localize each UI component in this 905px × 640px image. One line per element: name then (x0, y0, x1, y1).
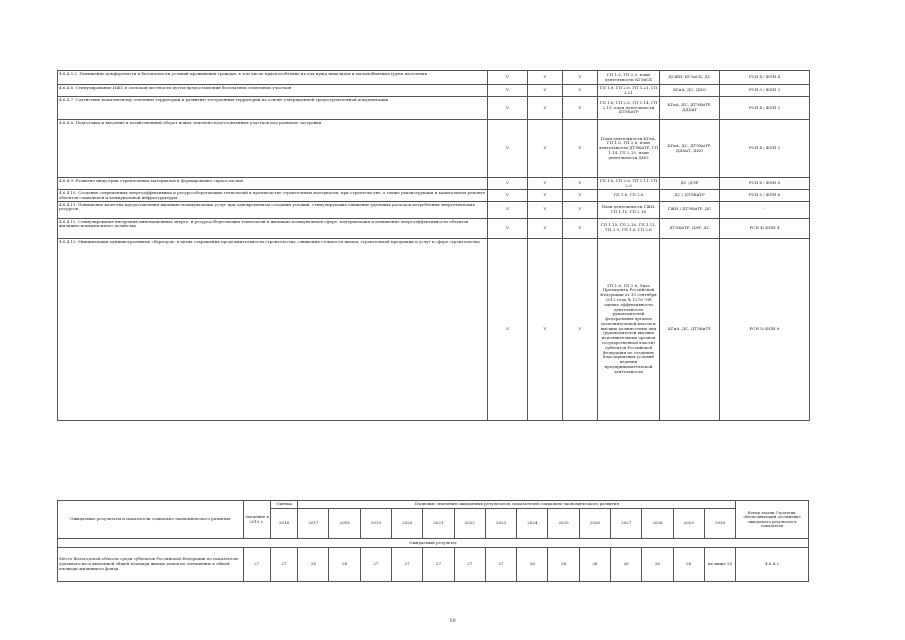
measure-mark-3: V (563, 120, 598, 178)
measure-executors: ДС /ДЭР (660, 178, 720, 190)
measure-mark-2: V (528, 120, 563, 178)
measure-name: 4.6.4.6. Стимулирование ИЖС в сельской местности путем предоставления бесплатных земельных участков (58, 85, 488, 97)
measure-reference: РСН 6 / ФПН 6 (720, 178, 810, 190)
measure-reference: РСН 4 / ФПН 3 (720, 97, 810, 120)
measure-mark-2: V (528, 97, 563, 120)
year-header: 2028 (642, 509, 673, 539)
measure-row (58, 190, 810, 202)
value-2015-header: Значение в 2015 г. (243, 501, 270, 539)
measure-name: 4.6.4.11. Повышение качества предоставления жилищно-коммунальных услуг при одновременном создании условий, стимулирующих снижение удельных расходов потребления энергетических ресурсов (58, 201, 488, 218)
measure-reference: РСН 4 / ФПН 3 (720, 120, 810, 178)
measure-mark-1: V (488, 190, 528, 202)
measure-row (58, 218, 810, 238)
measure-row (58, 178, 810, 190)
measures-table (57, 70, 810, 421)
measure-name: 4.6.4.10. Создание современных энергоэффективных и ресурсосберегающих технологий в производстве строительных материалов, при строительстве, а также реконструкции и капитальном ремонте объектов социальной и коммунальной инфраструктуры (58, 190, 488, 202)
year-header: 2023 (485, 509, 516, 539)
year-header: 2019 (360, 509, 391, 539)
year-header: 2030 (704, 509, 735, 539)
result-year-value: 27 (454, 548, 485, 582)
measure-mark-1: V (488, 71, 528, 85)
measure-mark-1: V (488, 97, 528, 120)
result-year-value: 26 (548, 548, 579, 582)
result-year-value: 28 (329, 548, 360, 582)
measure-sources: План деятельности КГиА, ГП 1.6, ГП 2.6, план деятельности ДТЭКиТР, ГП 1.14, ГП 2.15, план деятельности ДИО (598, 120, 660, 178)
measure-mark-3: V (563, 97, 598, 120)
measure-row (58, 85, 810, 97)
result-year-value: 27 (360, 548, 391, 582)
year-header: 2021 (423, 509, 454, 539)
measure-mark-1: V (488, 238, 528, 420)
measure-mark-1: V (488, 178, 528, 190)
measure-row (58, 201, 810, 218)
measure-sources: ГП 1.6, ГП 2.6, ГП 1.11, ГП 2.9 (598, 178, 660, 190)
measure-row (58, 71, 810, 85)
result-value-2015: 27 (243, 548, 270, 582)
measure-row (58, 97, 810, 120)
result-row-label: Место Вологодской области среди субъектов Российской Федерации по показателю удельного веса введенной общей площади жилых домов по отношению к общей площади жилищного фонда (58, 548, 244, 582)
measure-reference: РСН 4/ ФПН 4 (720, 218, 810, 238)
measure-executors: КГиА, ДС, ДТЭКиТР (660, 238, 720, 420)
measure-name: 4.6.4.12. Стимулирование внедрения инновационных энерго- и ресурсосберегающих технологий в жилищно-коммунальной сфере, модернизация и повышение энергоэффективности объектов жилищно-коммунального хозяйства (58, 218, 488, 238)
results-label-header: Ожидаемые результаты и показатели социально-экономического развития (58, 501, 244, 539)
result-task-number: 4.6.4.2 (736, 548, 809, 582)
measure-row (58, 238, 810, 420)
measure-executors: ДСЖН, КГЗиСБ, ДС (660, 71, 720, 85)
measure-mark-3: V (563, 201, 598, 218)
measure-executors: КГиА, ДС, ДТЭКиТР, ДДХиТ (660, 97, 720, 120)
measure-sources: ГП 1.6, ГП 2.6, ГП 1.14, ГП 2.15, план деятельности ДТЭКиТР (598, 97, 660, 120)
measure-mark-1: V (488, 85, 528, 97)
year-header: 2027 (611, 509, 642, 539)
measure-mark-2: V (528, 218, 563, 238)
measure-mark-1: V (488, 218, 528, 238)
results-table (57, 500, 809, 582)
measure-sources: ГП 1.6, ГП 2.6, Указ Президента Российской Федерации от 10 сентября 2012 года № 1276 "Об оценке эффективности деятельности руководителей федеральных органов исполнительной власти и высших должностных лиц (руководителей высших исполнительных органов государственной власти) субъектов Российской Федерации по созданию благоприятных условий ведения предпринимательской деятельности (598, 238, 660, 420)
page-number: 10 (449, 618, 456, 624)
measure-mark-2: V (528, 201, 563, 218)
result-value-2016: 27 (270, 548, 297, 582)
result-year-value: 26 (579, 548, 610, 582)
measure-sources: ГП 1.6, ГП 2.6 (598, 190, 660, 202)
measure-name: 4.6.4.13. Минимизация административных «барьеров» в целях сокращения продолжительности строительства, снижения стоимости жилья, строительной продукции и услуг в сфере строительства (58, 238, 488, 420)
estimate-year: 2016 (270, 509, 297, 539)
year-header: 2026 (579, 509, 610, 539)
document-page (57, 70, 809, 598)
result-year-value: 27 (423, 548, 454, 582)
measure-mark-2: V (528, 238, 563, 420)
measure-sources: План деятельности ГЖИ, ГП 1.15, ГП 2.16 (598, 201, 660, 218)
measure-mark-1: V (488, 120, 528, 178)
measure-mark-2: V (528, 178, 563, 190)
measure-mark-3: V (563, 85, 598, 97)
result-year-value: 26 (611, 548, 642, 582)
measure-reference: РСН 5 / ФПН 6 (720, 190, 810, 202)
year-header: 2018 (329, 509, 360, 539)
measure-sources: ГП 1.15, ГП 2.16, ГП 1.11, ГП 2.9, ГП 1.6, ГП 2.6 (598, 218, 660, 238)
measure-executors: ГЖИ / ДТЭКиТР, ДС (660, 201, 720, 218)
measure-name: 4.6.4.8. Подготовка и введение в хозяйственный оборот новых земельно-подготовленных участков под развитие застройки (58, 120, 488, 178)
planned-values-header: Плановые значения ожидаемых результатов, показателей социально-экономического развития (298, 501, 736, 509)
result-year-value: 27 (392, 548, 423, 582)
year-header: 2029 (673, 509, 704, 539)
result-year-value: 28 (298, 548, 329, 582)
measure-executors: ДТЭКиТР, ДЭР, ДС (660, 218, 720, 238)
year-header: 2020 (392, 509, 423, 539)
result-year-value: 26 (673, 548, 704, 582)
measure-mark-3: V (563, 218, 598, 238)
measure-mark-2: V (528, 190, 563, 202)
measure-mark-2: V (528, 71, 563, 85)
measure-mark-3: V (563, 238, 598, 420)
expected-result-label: Ожидаемый результат (58, 539, 809, 548)
measure-mark-3: V (563, 190, 598, 202)
measure-sources: ГП 1.5, ГП 2.5, план деятельности КГЗиСБ (598, 71, 660, 85)
estimate-header: Оценка (270, 501, 297, 509)
measure-name: 4.6.4.7. Содействие комплексному освоению территорий и развитию застроенных территорий на основе утвержденной градостроительной документации (58, 97, 488, 120)
measure-row (58, 120, 810, 178)
result-year-value: 26 (517, 548, 548, 582)
measure-mark-3: V (563, 178, 598, 190)
measure-name: 4.6.4.9. Развитие индустрии строительных материалов и формирование спроса на них (58, 178, 488, 190)
measure-reference: - (720, 201, 810, 218)
year-header: 2017 (298, 509, 329, 539)
result-year-value: 27 (485, 548, 516, 582)
year-header: 2022 (454, 509, 485, 539)
result-year-value: не ниже 25 (704, 548, 735, 582)
measure-executors: КГиА, ДС, ДТЭКиТР, ДДХиТ, ДИО (660, 120, 720, 178)
measure-reference: РСН 4 / ФПН 4 (720, 71, 810, 85)
result-year-value: 26 (642, 548, 673, 582)
strategy-task-header: Номер задачи Стратегии, обеспечивающей достижение ожидаемого результата и показателя (736, 501, 809, 539)
measure-executors: КГиА, ДС, ДИО (660, 85, 720, 97)
measure-executors: ДС / ДТЭКиТР (660, 190, 720, 202)
measure-reference: РСН 5/ ФПН 8 (720, 238, 810, 420)
year-header: 2025 (548, 509, 579, 539)
measure-mark-3: V (563, 71, 598, 85)
measure-name: 4.6.4.5.2. Повышение комфортности и безопасности условий проживания граждан, в том числе приспособление их для нужд инвалидов и маломобильных групп населения (58, 71, 488, 85)
measure-mark-2: V (528, 85, 563, 97)
measure-sources: ГП 1.6, ГП 2.6, ГП 1.21, ГП 2.21 (598, 85, 660, 97)
year-header: 2024 (517, 509, 548, 539)
measure-reference: РСН 3 / ФПН 3 (720, 85, 810, 97)
measure-mark-1: V (488, 201, 528, 218)
